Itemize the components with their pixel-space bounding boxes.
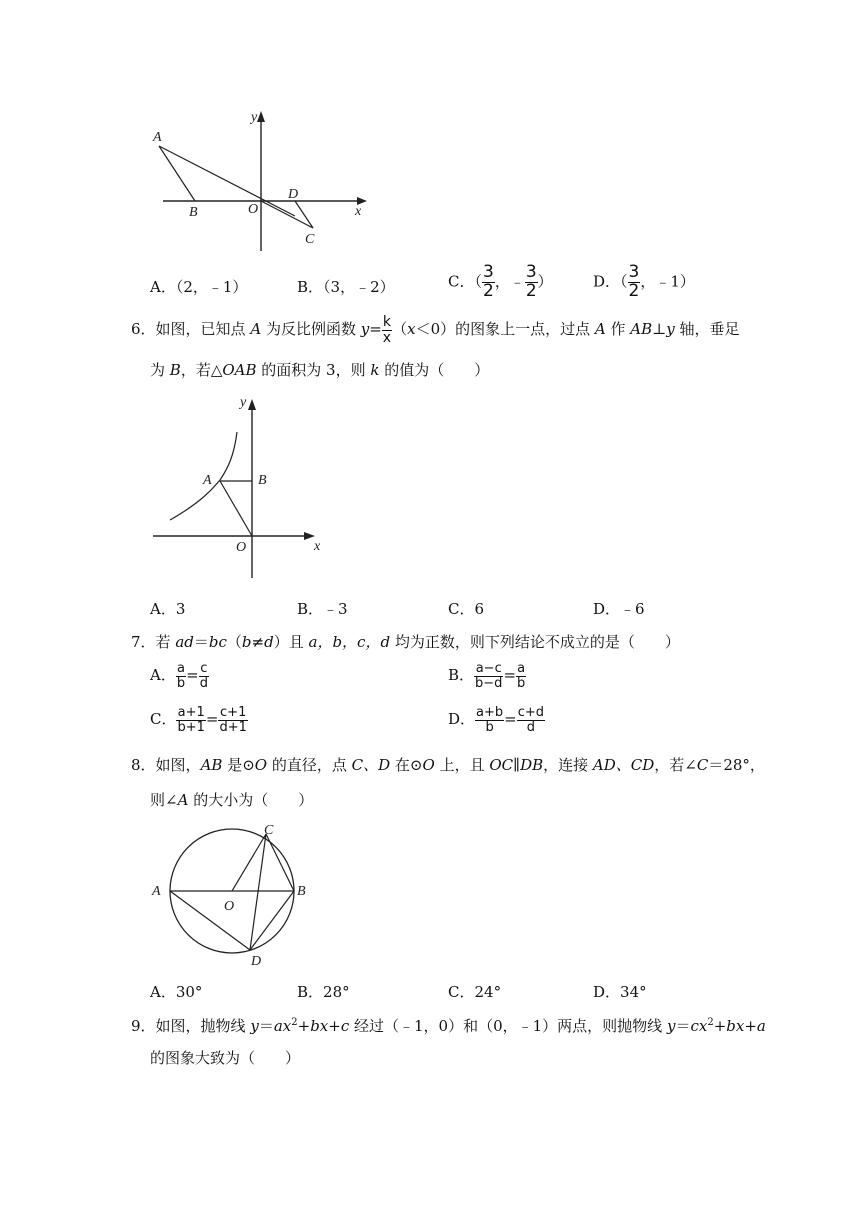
q6-option-a-text: 3 [175, 600, 186, 618]
q6-label-A: A [203, 473, 212, 488]
q5-option-c-mid: ，﹣ [494, 272, 525, 291]
q9-stem-line2: 的图象大致为（ ） [150, 1049, 301, 1067]
q6-option-a[interactable] [150, 598, 185, 619]
q7-stem: 7．若 ad＝bc（b≠d）且 a，b，c，d 均为正数，则下列结论不成立的是（ ） [131, 633, 680, 651]
q8-label-A: A [152, 884, 161, 899]
q8-option-d[interactable] [593, 981, 647, 1002]
q7-option-b-frac1: $\frac{a-c}{b-d}$ [475, 661, 503, 691]
q5-y-arrow [257, 111, 265, 122]
q6-frac-k-over-x: $\frac{k}{x}$ [382, 314, 392, 346]
q7-option-c-letter: C． [150, 710, 177, 729]
q5-label-C: C [305, 232, 315, 247]
q5-option-b-letter: B． [297, 278, 324, 296]
q5-option-c-letter: C． [448, 272, 475, 291]
q5-label-y: y [251, 110, 258, 125]
q6-option-a-letter: A． [150, 600, 176, 618]
q8-segment-CB [266, 834, 294, 891]
q5-option-d-frac1: $\frac{3}{2}$ [628, 262, 640, 301]
q5-segment-AB [159, 146, 195, 201]
q8-label-C: C [264, 823, 274, 838]
q8-label-D: D [251, 954, 262, 969]
q5-label-x: x [355, 204, 362, 219]
q8-option-a[interactable] [150, 981, 202, 1002]
q6-option-b-letter: B． [297, 600, 324, 618]
q7-option-d[interactable] [448, 706, 545, 734]
q5-label-D: D [288, 187, 299, 202]
q6-label-x: x [314, 539, 321, 554]
q7-option-a-frac1: $\frac{a}{b}$ [176, 661, 186, 691]
q8-option-c-text: 24° [474, 983, 502, 1001]
q8-option-a-letter: A． [150, 983, 176, 1001]
q6-option-d[interactable] [593, 598, 645, 619]
q8-option-d-letter: D． [593, 983, 621, 1001]
q5-label-A: A [153, 130, 162, 145]
q6-option-d-letter: D． [593, 600, 621, 618]
q8-segment-OC [232, 834, 266, 891]
q7-option-c-eq: = [205, 710, 219, 729]
q5-option-c-post: ） [537, 272, 553, 291]
q6-stem-line2: 为 B，若△OAB 的面积为 3，则 k 的值为（ ） [150, 361, 490, 379]
q5-option-d-pre: （ [620, 272, 628, 291]
q6-option-d-text: ﹣6 [620, 600, 645, 618]
q6-stem-line1: 6．如图，已知点 A 为反比例函数 y= $\frac{k}{x}$ （x＜0）的图象上一点，过点 A 作 AB⊥y 轴，垂足 [131, 314, 740, 346]
q9-stem-line1: 9．如图，抛物线 $y=ax^2+bx+c$ 经过（﹣1，0）和（0，﹣1）两点，则抛物线 $y=cx^2+bx+a$ [131, 1017, 766, 1035]
q5-option-d[interactable] [593, 264, 695, 301]
q8-figure [148, 822, 318, 970]
q5-segment-OC [261, 201, 313, 228]
q7-option-a-eq: = [186, 666, 199, 685]
q5-option-a-letter: A． [150, 278, 176, 296]
q5-option-a[interactable] [150, 276, 247, 297]
q5-label-O: O [248, 202, 259, 217]
q5-option-d-post: ，﹣1） [640, 272, 695, 291]
q7-option-a-letter: A． [150, 666, 176, 685]
q8-option-b[interactable] [297, 981, 350, 1002]
q7-option-c-frac1: $\frac{a+1}{b+1}$ [177, 705, 205, 735]
q7-option-a-frac2: $\frac{c}{d}$ [199, 661, 208, 691]
q8-option-b-letter: B． [297, 983, 324, 1001]
q7-option-d-letter: D． [448, 710, 476, 729]
q8-option-d-text: 34° [620, 983, 647, 1001]
q5-figure [145, 105, 375, 255]
q7-option-a[interactable] [150, 662, 209, 690]
q5-option-c-frac1: $\frac{3}{2}$ [483, 262, 494, 301]
q5-segment-AO [159, 146, 295, 216]
q6-figure [148, 392, 333, 580]
q6-option-b[interactable] [297, 598, 348, 619]
q8-option-a-text: 30° [175, 983, 203, 1001]
q5-option-c-pre: （ [474, 272, 482, 291]
q6-option-c-letter: C． [448, 600, 475, 618]
q6-y-arrow [248, 399, 256, 410]
q6-option-c[interactable] [448, 598, 484, 619]
q8-label-B: B [297, 884, 306, 899]
q8-segment-AD [170, 891, 250, 950]
q6-label-y: y [240, 395, 247, 410]
q7-option-b-eq: = [503, 666, 517, 685]
q5-option-a-text: （2，﹣1） [175, 278, 248, 296]
q5-option-d-letter: D． [593, 272, 621, 291]
q5-option-c-frac2: $\frac{3}{2}$ [525, 262, 537, 301]
q5-option-b[interactable] [297, 276, 395, 297]
q7-option-d-eq: = [504, 710, 517, 729]
q8-stem-line1: 8．如图，AB 是⊙O 的直径，点 C、D 在⊙O 上，且 OC∥DB，连接 AD、CD，若∠C＝28°， [131, 756, 765, 774]
q6-segment-AO [220, 481, 252, 536]
q7-option-b[interactable] [448, 662, 526, 690]
q6-label-B: B [258, 473, 267, 488]
q7-option-c[interactable] [150, 706, 248, 734]
q8-label-O: O [224, 899, 235, 914]
q8-option-b-text: 28° [323, 983, 350, 1001]
q7-option-c-frac2: $\frac{c+1}{d+1}$ [219, 705, 247, 735]
q6-option-b-text: ﹣3 [323, 600, 348, 618]
q6-option-c-text: 6 [474, 600, 485, 618]
q8-stem-line2: 则∠A 的大小为（ ） [150, 791, 314, 809]
q5-option-c[interactable] [448, 264, 553, 301]
q7-option-b-letter: B． [448, 666, 475, 685]
q7-option-d-frac1: $\frac{a+b}{b}$ [476, 705, 504, 735]
q8-option-c-letter: C． [448, 983, 475, 1001]
q7-option-b-frac2: $\frac{a}{b}$ [517, 661, 526, 691]
q5-label-B: B [189, 205, 198, 220]
q5-option-b-text: （3，﹣2） [323, 278, 395, 296]
q6-label-O: O [236, 540, 247, 555]
q8-option-c[interactable] [448, 981, 501, 1002]
q7-option-d-frac2: $\frac{c+d}{d}$ [517, 705, 545, 735]
